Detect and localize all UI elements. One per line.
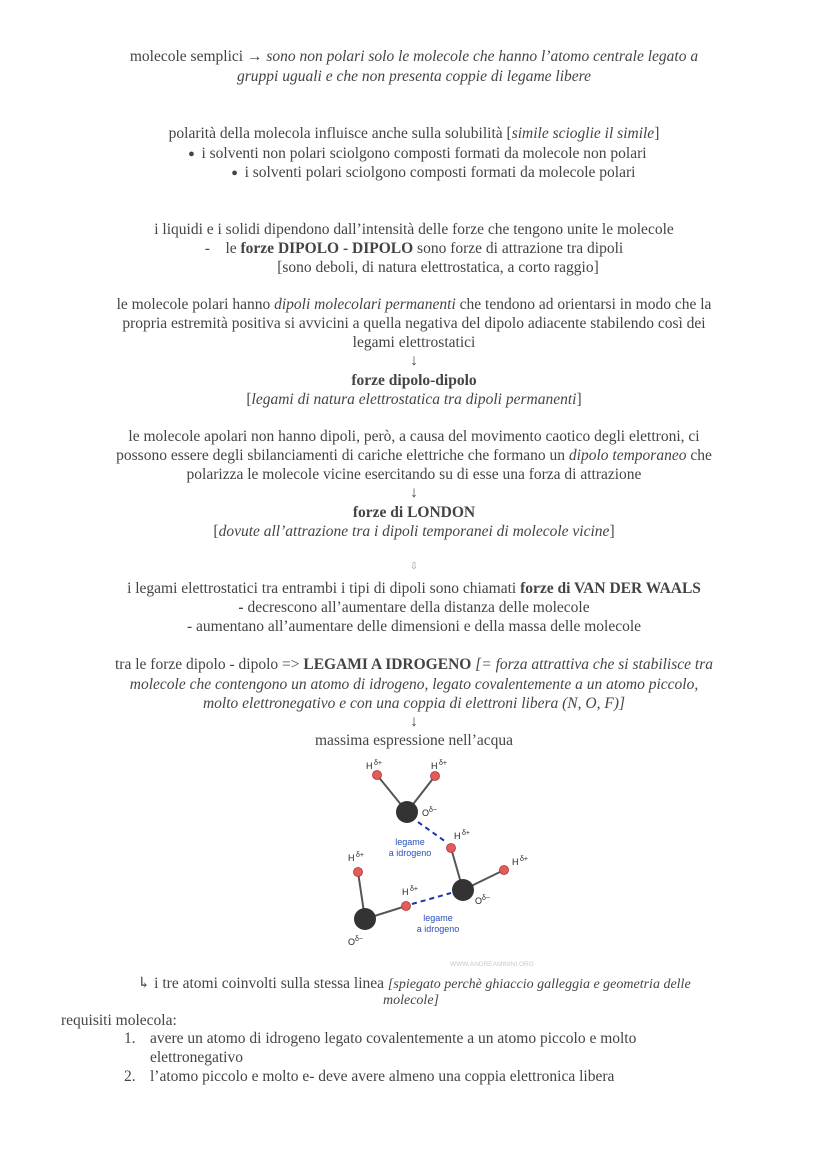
o-charge: δ−: [355, 936, 363, 943]
intro-italic-1: sono non polari solo le molecole che hanno l’atomo centrale legato a: [266, 48, 699, 65]
apolar-note: [0, 523, 828, 541]
forces-line-1: i liquidi e i solidi dipendono dall’intensità delle forze che tengono unite le molecole: [154, 221, 674, 238]
oxygen-atom: [354, 908, 376, 930]
polar-note-italic: legami di natura elettrostatica tra dipoli permanenti: [251, 391, 577, 408]
apolar-line-3: polarizza le molecole vicine esercitando su di esse una forza di attrazione: [186, 466, 642, 483]
down-arrow-icon: ↓: [410, 713, 418, 730]
h-charge: δ+: [462, 830, 470, 837]
polar-note: [0, 391, 828, 409]
vdw-line-1: [0, 580, 828, 598]
h-label: H: [512, 857, 519, 867]
intro-line-1: [0, 48, 828, 66]
water-hydrogen-bond-diagram: [330, 752, 560, 972]
bond-label-1: legame: [395, 837, 425, 847]
h-label: H: [402, 887, 409, 897]
intro-plain: molecole semplici →: [129, 48, 267, 65]
polar-line-1: [0, 296, 828, 314]
dipole-post: sono forze di attrazione tra dipoli: [413, 240, 624, 257]
apolar-note-italic: dovute all’attrazione tra i dipoli temporanei di molecole vicine: [218, 523, 610, 540]
h-charge: δ+: [410, 886, 418, 893]
polar-l1-italic: dipoli molecolari permanenti: [274, 296, 456, 313]
hbond-line-1: [0, 656, 828, 674]
solubility-bullet-1: [0, 145, 828, 163]
vdw-l1-bold: forze di VAN DER WAALS: [520, 580, 701, 597]
requirement-2-text: l’atomo piccolo e molto e- deve avere almeno una coppia elettronica libera: [150, 1068, 615, 1085]
footer-line-2: molecole]: [383, 993, 439, 1008]
requirement-1-cont: elettronegativo: [150, 1049, 243, 1066]
footer-line-1: [0, 974, 828, 993]
hbond-line-3: molto elettronegativo e con una coppia di elettroni libera (N, O, F)]: [202, 695, 625, 712]
requirements-title: requisiti molecola:: [61, 1012, 177, 1029]
polar-line-2: propria estremità positiva si avvicini a quella negativa del dipolo adiacente stabilendo così dei: [122, 315, 706, 332]
o-charge: δ−: [482, 895, 490, 902]
apolar-l2-post: che: [686, 447, 712, 464]
bullet-text: i solventi polari sciolgono composti formati da molecole polari: [244, 164, 636, 181]
oxygen-atom: [396, 801, 418, 823]
h-charge: δ+: [520, 856, 528, 863]
hbond-l1-italic: [= forza attrattiva che si stabilisce tra: [471, 656, 713, 673]
solubility-lead-text: polarità della molecola influisce anche sulla solubilità [: [168, 125, 512, 142]
apolar-line-1: le molecole apolari non hanno dipoli, però, a causa del movimento caotico degli elettroni, ci: [128, 428, 700, 445]
h-charge: δ+: [356, 852, 364, 859]
vdw-l1-pre: i legami elettrostatici tra entrambi i tipi di dipoli sono chiamati: [127, 580, 521, 597]
oxygen-atom: [452, 879, 474, 901]
forces-dipole-line: [0, 240, 828, 258]
forces-dipole-note: [sono deboli, di natura elettrostatica, a corto raggio]: [277, 259, 599, 276]
requirement-1-text: avere un atomo di idrogeno legato covalentemente a un atomo piccolo e molto: [150, 1030, 637, 1047]
footer-l1-italic: [spiegato perchè ghiaccio galleggia e geometria delle: [387, 977, 691, 992]
apolar-l2-pre: possono essere degli sbilanciamenti di cariche elettriche che formano un: [116, 447, 569, 464]
vdw-l2-text: decrescono all’aumentare della distanza delle molecole: [247, 599, 590, 616]
apolar-title: forze di LONDON: [352, 504, 476, 521]
hbond-l1-pre: tra le forze dipolo - dipolo =>: [115, 656, 304, 673]
watermark: WWW.ANDREAMININI.ORG: [450, 961, 534, 968]
o-charge: δ−: [429, 807, 437, 814]
vdw-line-2: [0, 599, 828, 617]
hydrogen-atom: [500, 866, 509, 875]
polar-l1-pre: le molecole polari hanno: [116, 296, 275, 313]
requirement-2-number: 2.: [124, 1068, 136, 1085]
down-arrow-icon: ↓: [410, 352, 418, 369]
hydrogen-atom: [373, 771, 382, 780]
note-close: ]: [609, 523, 615, 540]
hbond-line-4: massima espressione nell’acqua: [315, 732, 513, 749]
note-open: [: [246, 391, 252, 408]
h-label: H: [348, 853, 355, 863]
apolar-l2-italic: dipolo temporaneo: [568, 447, 687, 464]
vdw-dash: -: [238, 599, 248, 616]
polar-l1-post: che tendono ad orientarsi in modo che la: [455, 296, 712, 313]
vdw-line-3: - aumentano all’aumentare delle dimensioni e della massa delle molecole: [186, 618, 642, 635]
dash: -: [204, 240, 210, 257]
bullet-icon: ●: [188, 148, 195, 161]
note-close: ]: [576, 391, 582, 408]
footer-l1-pre: ↳ i tre atomi coinvolti sulla stessa linea: [137, 975, 388, 992]
solubility-lead-italic: simile scioglie il simile: [511, 125, 655, 142]
down-arrow-icon: ↓: [410, 484, 418, 501]
hbond-line-2: molecole che contengono un atomo di idrogeno, legato covalentemente a un atomo piccolo,: [129, 676, 699, 693]
h-label: H: [366, 761, 373, 771]
bond-label-2: a idrogeno: [416, 924, 460, 934]
h-charge: δ+: [439, 760, 447, 767]
polar-title: forze dipolo-dipolo: [351, 372, 477, 389]
bullet-text: i solventi non polari sciolgono composti formati da molecole non polari: [201, 145, 647, 162]
dipole-pre: le: [225, 240, 241, 257]
hydrogen-atom: [431, 772, 440, 781]
bullet-icon: ●: [231, 167, 238, 180]
hydrogen-bond-line: [412, 893, 451, 904]
dipole-bold: forze DIPOLO - DIPOLO: [240, 240, 414, 257]
h-label: H: [431, 761, 438, 771]
o-label: O: [475, 896, 483, 906]
solubility-bullet-2: [16, 164, 828, 182]
solubility-lead-close: ]: [654, 125, 660, 142]
bond-label-2: a idrogeno: [388, 848, 432, 858]
hydrogen-atom: [447, 844, 456, 853]
o-label: O: [422, 808, 430, 818]
apolar-line-2: [0, 447, 828, 465]
solubility-lead: [0, 125, 828, 143]
polar-line-3: legami elettrostatici: [352, 334, 476, 351]
hbond-l1-bold: LEGAMI A IDROGENO: [303, 656, 472, 673]
note-open: [: [213, 523, 219, 540]
hydrogen-atom: [354, 868, 363, 877]
requirement-1-number: 1.: [124, 1030, 136, 1047]
hydrogen-atom: [402, 902, 411, 911]
intro-line-2: gruppi uguali e che non presenta coppie di legame libere: [237, 68, 591, 85]
small-down-arrow-icon: ⇩: [409, 561, 419, 572]
bond-label-1: legame: [423, 913, 453, 923]
h-charge: δ+: [374, 760, 382, 767]
o-label: O: [348, 937, 356, 947]
h-label: H: [454, 831, 461, 841]
